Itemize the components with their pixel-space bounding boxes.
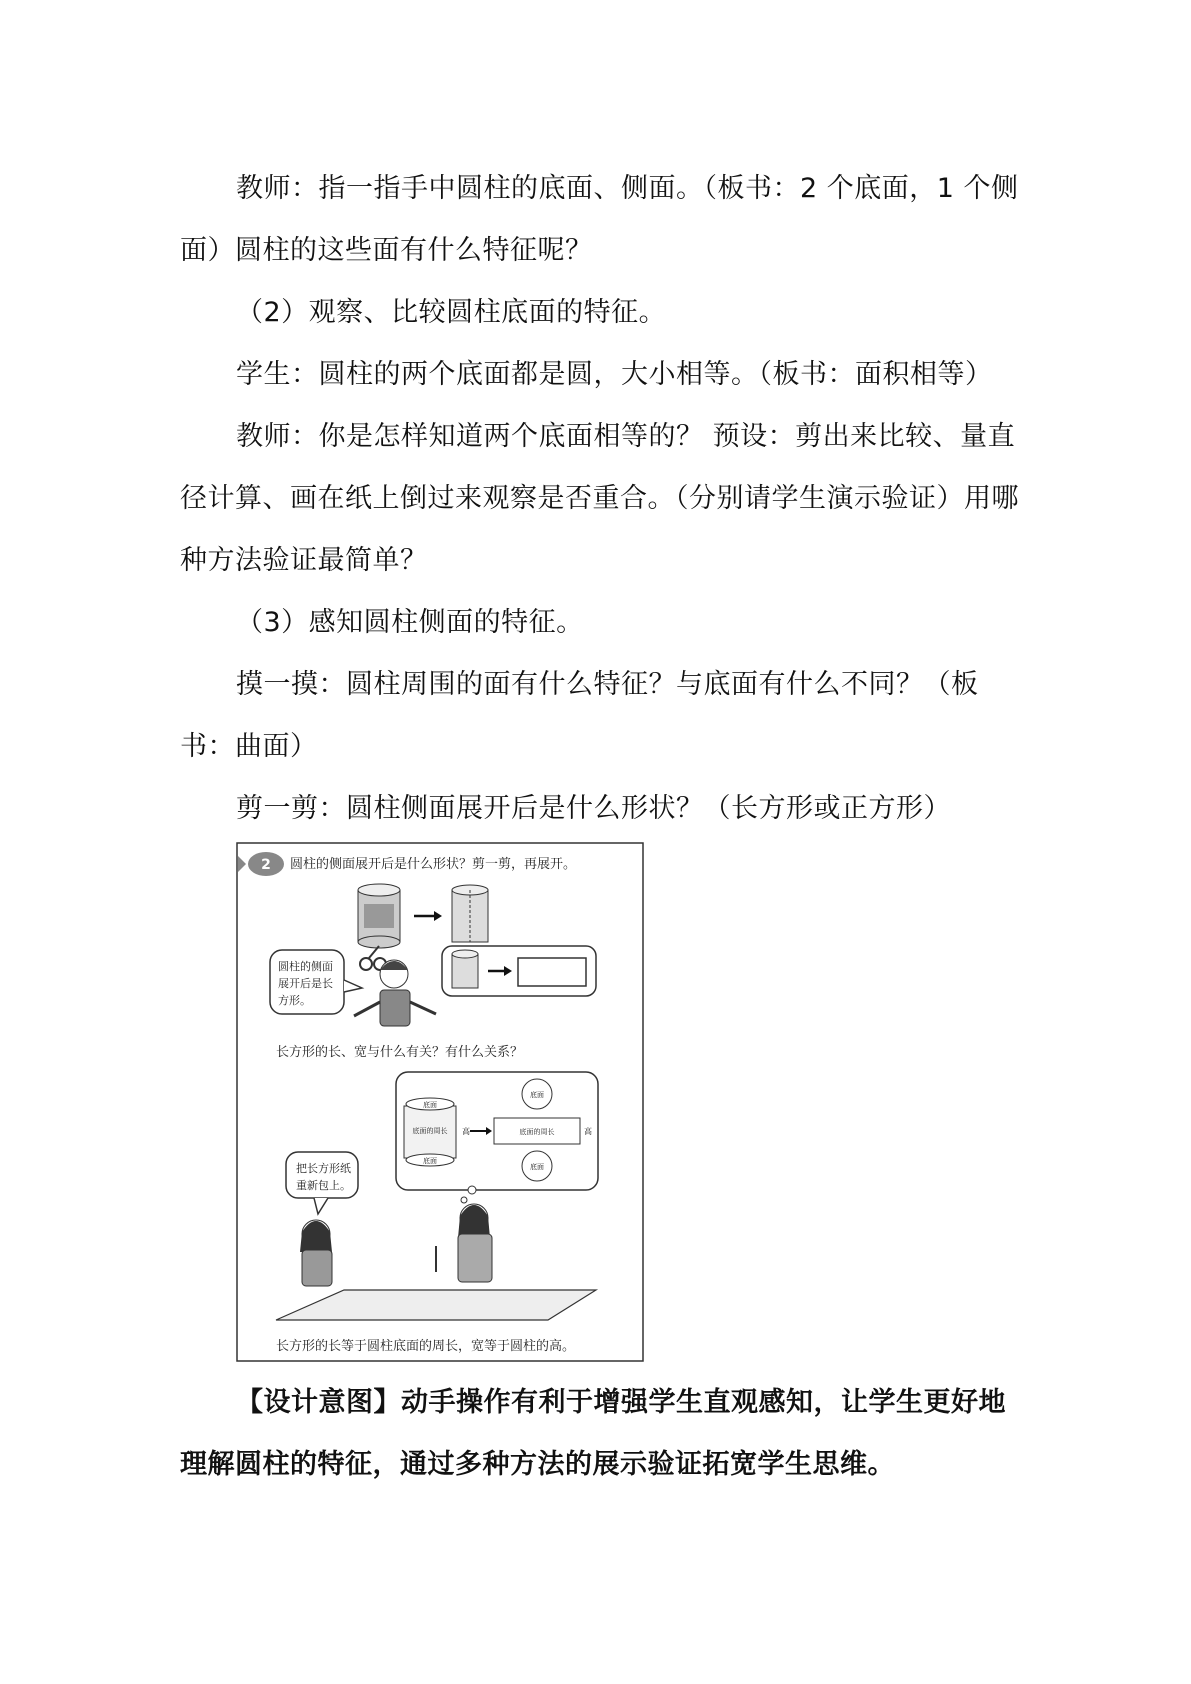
net-base-bottom-label: 底面 xyxy=(423,1157,437,1165)
paragraph-teacher-question: 教师：你是怎样知道两个底面相等的？ 预设：剪出来比较、量直径计算、画在纸上倒过来观察是否重合。（分别请学生演示验证）用哪种方法验证最简单？ xyxy=(180,421,1019,576)
bubble2-line1: 把长方形纸 xyxy=(296,1162,351,1175)
net-height-label-right: 高 xyxy=(584,1127,592,1136)
net-circle-bottom-label: 底面 xyxy=(530,1163,544,1171)
girl-left-figure xyxy=(300,1220,332,1286)
bubble1-line2: 展开后是长 xyxy=(278,977,333,990)
figure-question: 圆柱的侧面展开后是什么形状？剪一剪，再展开。 xyxy=(290,857,577,872)
badge-number: 2 xyxy=(261,857,271,873)
net-height-label-left: 高 xyxy=(462,1127,470,1136)
net-circumference-label-right: 底面的周长 xyxy=(519,1128,555,1136)
thought-dot-1 xyxy=(468,1186,476,1194)
net-circumference-label-left: 底面的周长 xyxy=(412,1127,448,1135)
bubble1-line3: 方形。 xyxy=(278,994,311,1007)
net-diagram xyxy=(396,1072,598,1190)
figure-conclusion: 长方形的长等于圆柱底面的周长，宽等于圆柱的高。 xyxy=(276,1339,576,1354)
paragraph-step-3: （3）感知圆柱侧面的特征。 xyxy=(236,607,584,638)
paragraph-student-answer: 学生：圆柱的两个底面都是圆，大小相等。（板书：面积相等） xyxy=(236,359,993,390)
thought-dot-2 xyxy=(461,1197,467,1203)
textbook-figure xyxy=(236,842,644,1362)
paragraph-touch: 摸一摸：圆柱周围的面有什么特征？与底面有什么不同？（板书：曲面） xyxy=(180,669,979,762)
bubble2-line2: 重新包上。 xyxy=(296,1179,351,1192)
can-icon xyxy=(358,884,400,948)
rectangle-shape xyxy=(518,958,586,986)
design-intent-paragraph: 【设计意图】动手操作有利于增强学生直观感知，让学生更好地理解圆柱的特征，通过多种方法的展示验证拓宽学生思维。 xyxy=(180,1387,1006,1480)
paragraph-cut: 剪一剪：圆柱侧面展开后是什么形状？（长方形或正方形） xyxy=(236,793,951,824)
paragraph-step-2: （2）观察、比较圆柱底面的特征。 xyxy=(236,297,667,328)
bubble1-line1: 圆柱的侧面 xyxy=(278,960,333,973)
figure-question-2: 长方形的长、宽与什么有关？有什么关系？ xyxy=(276,1045,524,1060)
net-circle-top-label: 底面 xyxy=(530,1091,544,1099)
unroll-box xyxy=(442,946,596,996)
paragraph-teacher-point: 教师：指一指手中圆柱的底面、侧面。（板书：2 个底面，1 个侧面）圆柱的这些面有什么特征呢？ xyxy=(180,173,1019,266)
net-base-top-label: 底面 xyxy=(423,1101,437,1109)
opened-can-icon xyxy=(452,885,488,942)
